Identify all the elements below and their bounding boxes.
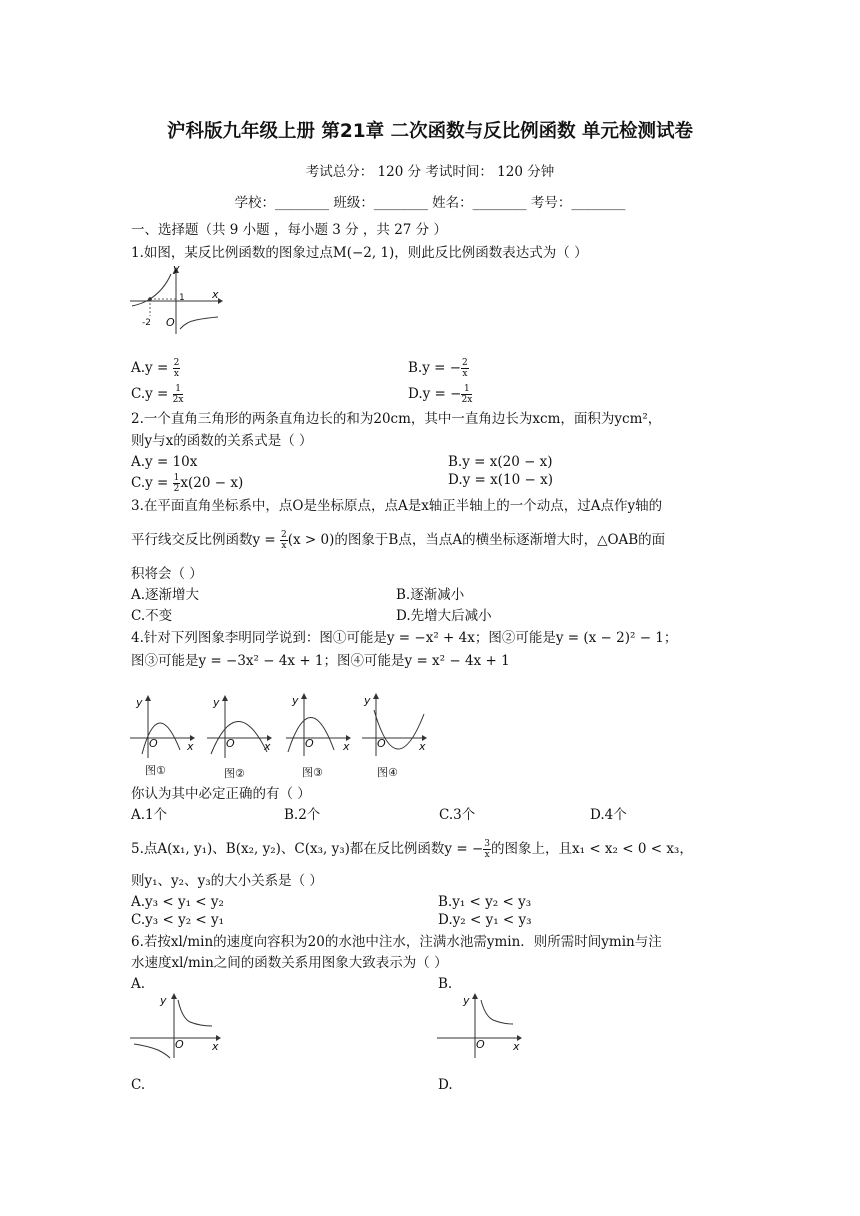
q5-option-a[interactable]: A.y₃ < y₁ < y₂ xyxy=(131,894,224,910)
q4-caption-4: 图④ xyxy=(377,766,398,779)
q6-option-c[interactable]: C. xyxy=(131,1077,146,1093)
q5-option-b[interactable]: B.y₁ < y₂ < y₃ xyxy=(438,894,532,910)
q4-option-a[interactable]: A.1个 xyxy=(131,807,168,823)
q1-option-c[interactable]: C.y = $\frac{1}{2x}$ xyxy=(131,384,184,405)
q1-neg2-label: -2 xyxy=(142,318,151,328)
q2-option-a[interactable]: A.y = 10x xyxy=(131,454,198,470)
q2-option-d[interactable]: D.y = x(10 − x) xyxy=(448,472,553,488)
q3-option-a[interactable]: A.逐渐增大 xyxy=(131,587,200,603)
q4-graph-3: y x O xyxy=(284,690,354,760)
q1-origin-label: O xyxy=(166,316,175,329)
q4-graph-2: y x O xyxy=(213,696,271,753)
q2-stem-line1: 2.一个直角三角形的两条直角边长的和为20cm，其中一直角边长为xcm，面积为ycm²， xyxy=(131,411,662,427)
student-fill-line: 学校：________ 班级：________ 姓名：________ 考号：________ xyxy=(234,195,626,211)
q4-option-b[interactable]: B.2个 xyxy=(284,807,321,823)
q2-stem-line2: 则y与x的函数的关系式是（ ） xyxy=(131,433,313,449)
q4-caption-1: 图① xyxy=(145,764,166,777)
q6-option-d[interactable]: D. xyxy=(438,1077,453,1093)
q4-option-c[interactable]: C.3个 xyxy=(439,807,476,823)
q5-option-c[interactable]: C.y₃ < y₂ < y₁ xyxy=(131,912,225,928)
q3-stem-line1: 3.在平面直角坐标系中，点O是坐标原点，点A是x轴正半轴上的一个动点，过A点作y轴的 xyxy=(131,498,663,514)
q4-question: 你认为其中必定正确的有（ ） xyxy=(131,786,311,802)
section-heading: 一、选择题（共 9 小题 ，每小题 3 分 ，共 27 分 ） xyxy=(131,222,447,238)
q3-stem-line3: 积将会（ ） xyxy=(131,566,203,582)
q6-option-a[interactable]: A. xyxy=(131,976,146,992)
q5-stem-line2: 则y₁、y₂、y₃的大小关系是（ ） xyxy=(131,873,323,889)
q4-option-d[interactable]: D.4个 xyxy=(590,807,627,823)
q1-stem: 1.如图，某反比例函数的图象过点M(−2, 1)，则此反比例函数表达式为（ ） xyxy=(131,245,588,261)
q6-stem-line2: 水速度xl/min之间的函数关系用图象大致表示为（ ） xyxy=(131,955,448,971)
q1-option-d[interactable]: D.y = − $\frac{1}{2x}$ xyxy=(408,384,473,405)
q5-stem-line1: 5.点A(x₁, y₁)、B(x₂, y₂)、C(x₃, y₃)都在反比例函数y = − $\frac{3}{x}$ 的图象上，且x₁ < x₂ < 0 < x₃， xyxy=(131,839,693,860)
q6-stem-line1: 6.若按xl/min的速度向容积为20的水池中注水，注满水池需ymin．则所需时间ymin与注 xyxy=(131,934,662,950)
q1-option-b[interactable]: B.y = − $\frac{2}{x}$ xyxy=(408,358,468,379)
q4-caption-3: 图③ xyxy=(302,766,323,779)
q1-y-label: y xyxy=(173,262,180,275)
q2-option-b[interactable]: B.y = x(20 − x) xyxy=(448,454,553,470)
q1-graph xyxy=(128,262,223,336)
exam-info: 考试总分： 120 分 考试时间： 120 分钟 xyxy=(305,164,555,180)
q4-stem-line2: 图③可能是y = −3x² − 4x + 1；图④可能是y = x² − 4x + 1 xyxy=(131,653,510,669)
q3-option-d[interactable]: D.先增大后减小 xyxy=(396,608,492,624)
q6-graph-a: y x O xyxy=(128,990,226,1060)
q4-graph-1: y x O xyxy=(136,696,194,753)
q4-stem-line1: 4.针对下列图象李明同学说到：图①可能是y = −x² + 4x；图②可能是y = (x − 2)² − 1； xyxy=(131,630,678,646)
q4-graph-4: y x O xyxy=(364,694,426,753)
q5-option-d[interactable]: D.y₂ < y₁ < y₃ xyxy=(438,912,532,928)
q1-x-label: x xyxy=(212,288,219,301)
page-title: 沪科版九年级上册 第21章 二次函数与反比例函数 单元检测试卷 xyxy=(166,121,694,142)
q3-stem-line2: 平行线交反比例函数y = $\frac{2}{x}$ (x > 0)的图象于B点，当点A的横坐标逐渐增大时，△OAB的面 xyxy=(131,530,666,551)
q2-option-c[interactable]: C.y = $\frac{1}{2}$ x(20 − x) xyxy=(131,473,244,494)
q6-option-b[interactable]: B. xyxy=(438,976,453,992)
q1-one-label: 1 xyxy=(179,293,185,303)
q3-option-c[interactable]: C.不变 xyxy=(131,608,173,624)
q4-caption-2: 图② xyxy=(224,767,245,780)
q3-option-b[interactable]: B.逐渐减小 xyxy=(396,587,465,603)
q6-graph-b: y x O xyxy=(435,990,533,1060)
q1-option-a[interactable]: A.y = $\frac{2}{x}$ xyxy=(131,358,180,379)
